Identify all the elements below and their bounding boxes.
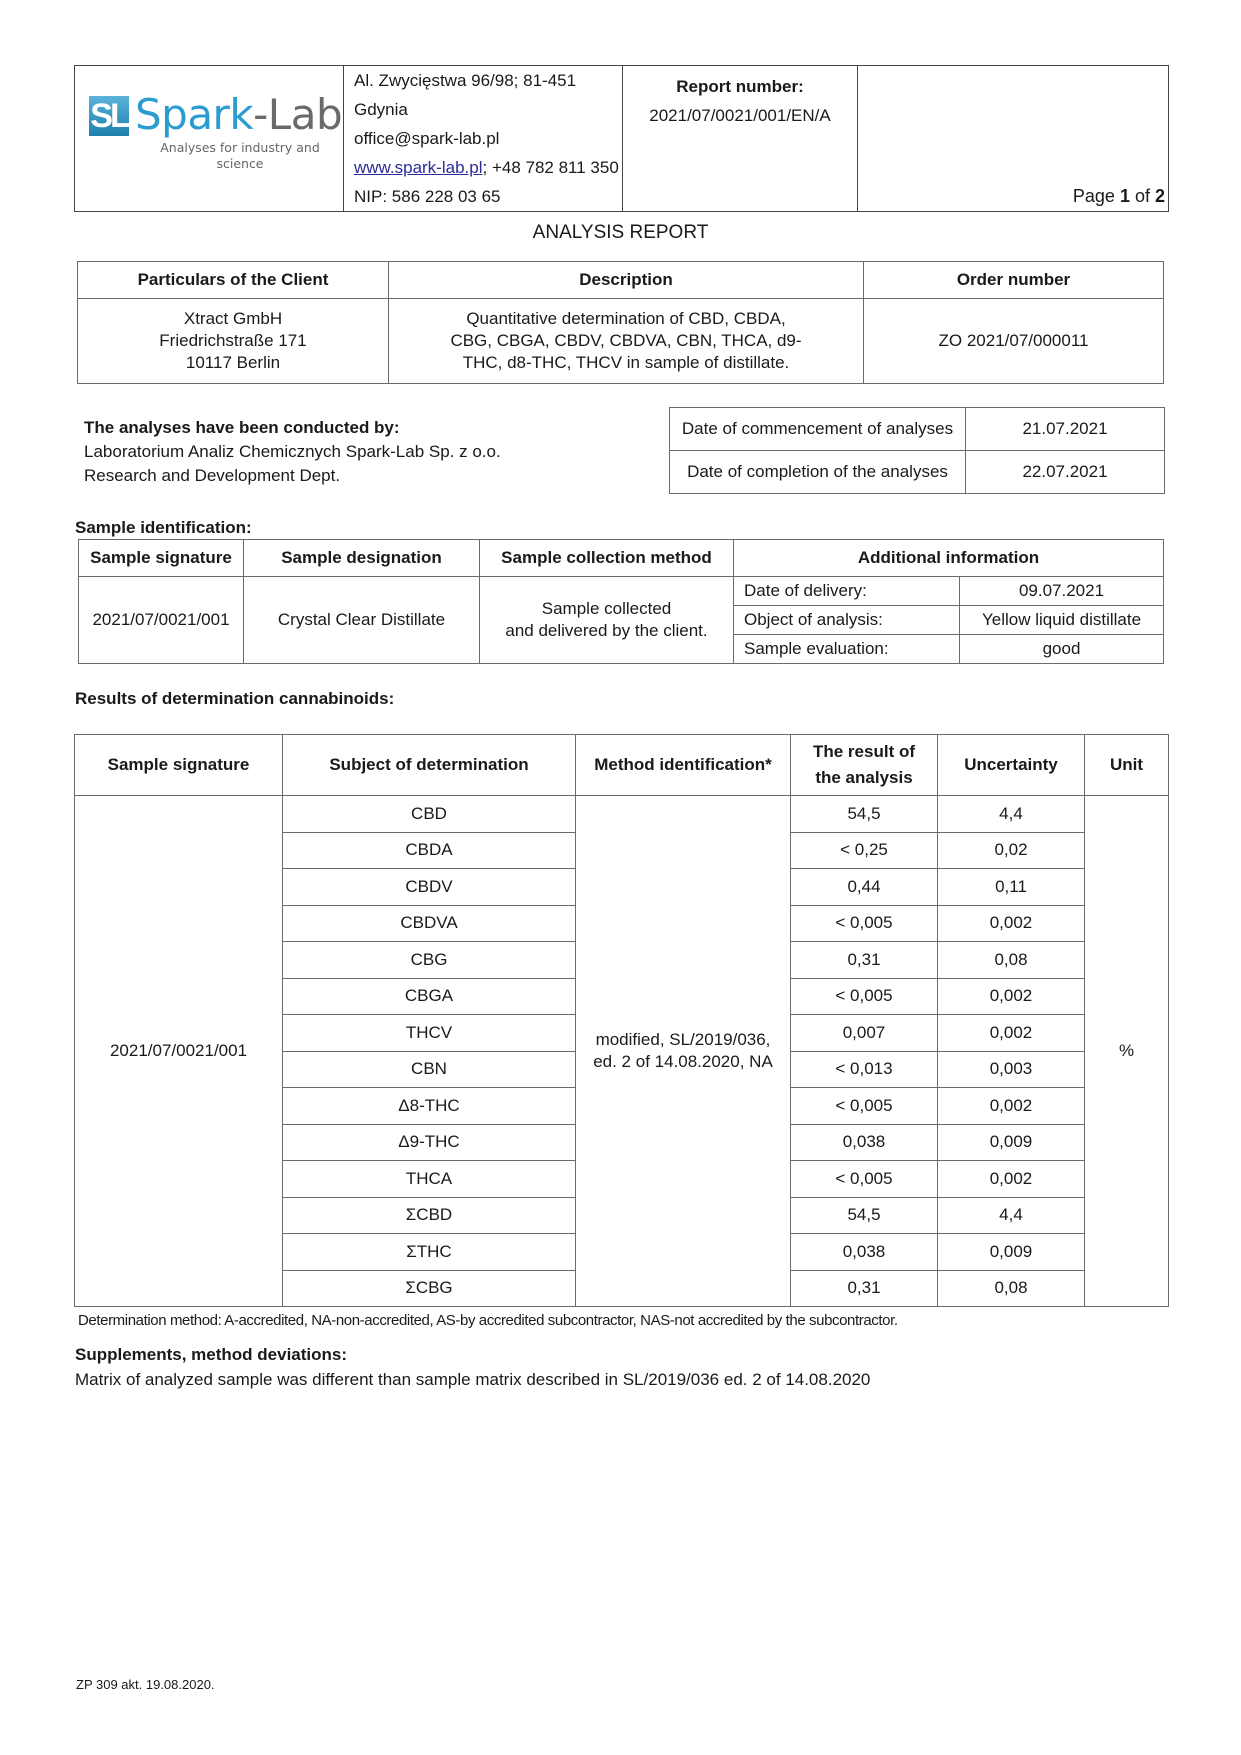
form-footer: ZP 309 akt. 19.08.2020. <box>76 1677 215 1692</box>
determination-footnote: Determination method: A-accredited, NA-non-accredited, AS-by accredited subcontractor, NAS-not accredited by the subcontractor. <box>78 1312 898 1329</box>
uncertainty-header: Uncertainty <box>938 735 1085 796</box>
website-link[interactable]: www.spark-lab.pl <box>354 158 483 177</box>
logo-name-suffix: -Lab <box>253 90 343 139</box>
unit: % <box>1085 796 1169 1307</box>
additional-label: Object of analysis: <box>734 606 960 635</box>
result-subject: THCV <box>283 1015 576 1052</box>
sample-signature: 2021/07/0021/001 <box>79 577 244 664</box>
description-line: THC, d8-THC, THCV in sample of distillate. <box>462 353 790 373</box>
uncertainty-value: 0,009 <box>938 1124 1085 1161</box>
result-value: 0,038 <box>791 1124 938 1161</box>
logo-mark-icon: SL <box>90 97 128 135</box>
result-subject: CBDVA <box>283 905 576 942</box>
result-subject: ΣCBG <box>283 1270 576 1307</box>
description <box>389 299 864 384</box>
client-city: 10117 Berlin <box>185 353 281 373</box>
result-value: 0,007 <box>791 1015 938 1052</box>
result-value: 0,038 <box>791 1234 938 1271</box>
result-header <box>791 735 938 796</box>
subject-header: Subject of determination <box>283 735 576 796</box>
date-row <box>670 451 1165 494</box>
uncertainty-value: 0,002 <box>938 978 1085 1015</box>
client-header: Particulars of the Client <box>78 262 389 299</box>
uncertainty-value: 0,02 <box>938 832 1085 869</box>
result-subject: CBGA <box>283 978 576 1015</box>
page-total: 2 <box>1154 186 1165 206</box>
sample-identification-table <box>78 539 1164 664</box>
result-header-line: the analysis <box>815 768 913 787</box>
result-subject: ΣCBD <box>283 1197 576 1234</box>
additional-label: Date of delivery: <box>734 577 960 606</box>
supplements-text: Matrix of analyzed sample was different than sample matrix described in SL/2019/036 ed. 2 of 14.08.2020 <box>75 1370 871 1389</box>
method-line: ed. 2 of 14.08.2020, NA <box>593 1052 773 1071</box>
client-particulars <box>78 299 389 384</box>
results-label: Results of determination cannabinoids: <box>75 689 395 708</box>
supplements-heading: Supplements, method deviations: <box>75 1345 348 1364</box>
result-value: < 0,005 <box>791 1161 938 1198</box>
result-value: 54,5 <box>791 1197 938 1234</box>
result-subject: CBN <box>283 1051 576 1088</box>
collection-line: and delivered by the client. <box>505 621 708 640</box>
date-label: Date of commencement of analyses <box>670 408 966 451</box>
result-row <box>75 796 1169 833</box>
uncertainty-value: 0,002 <box>938 1161 1085 1198</box>
sample-signature-header: Sample signature <box>79 540 244 577</box>
additional-info-header: Additional information <box>734 540 1164 577</box>
result-sample-signature: 2021/07/0021/001 <box>75 796 283 1307</box>
description-line: Quantitative determination of CBD, CBDA, <box>466 308 786 328</box>
logo-cell <box>75 66 344 212</box>
date-value: 22.07.2021 <box>966 451 1165 494</box>
uncertainty-value: 0,002 <box>938 1088 1085 1125</box>
conducted-dept: Research and Development Dept. <box>84 466 341 485</box>
email: office@spark-lab.pl <box>354 129 500 148</box>
nip: NIP: 586 228 03 65 <box>354 187 501 206</box>
additional-value: Yellow liquid distillate <box>960 606 1164 635</box>
uncertainty-value: 0,002 <box>938 1015 1085 1052</box>
uncertainty-value: 0,08 <box>938 942 1085 979</box>
results-table <box>74 734 1169 1307</box>
result-subject: Δ9-THC <box>283 1124 576 1161</box>
additional-value: good <box>960 635 1164 664</box>
collection-line: Sample collected <box>541 598 672 618</box>
sample-designation: Crystal Clear Distillate <box>244 577 480 664</box>
logo-name: Spark <box>135 90 254 139</box>
uncertainty-value: 0,002 <box>938 905 1085 942</box>
result-header-line: The result of <box>812 742 915 761</box>
result-subject: CBDA <box>283 832 576 869</box>
report-title: ANALYSIS REPORT <box>532 222 709 243</box>
client-street: Friedrichstraße 171 <box>159 330 307 350</box>
method-line: modified, SL/2019/036, <box>595 1029 771 1049</box>
result-subject: ΣTHC <box>283 1234 576 1271</box>
result-subject: CBG <box>283 942 576 979</box>
logo-tagline: Analyses for industry and science <box>160 140 320 172</box>
report-number: 2021/07/0021/001/EN/A <box>649 106 831 125</box>
order-number-header: Order number <box>864 262 1164 299</box>
result-value: 0,31 <box>791 942 938 979</box>
collection-method-header: Sample collection method <box>480 540 734 577</box>
result-value: < 0,005 <box>791 905 938 942</box>
uncertainty-value: 0,009 <box>938 1234 1085 1271</box>
method-header: Method identification* <box>576 735 791 796</box>
client-table <box>77 261 1164 384</box>
result-subject: Δ8-THC <box>283 1088 576 1125</box>
order-number: ZO 2021/07/000011 <box>864 299 1164 384</box>
page-indicator <box>1073 186 1165 207</box>
report-number-label: Report number: <box>676 77 804 96</box>
report-number-cell <box>623 66 858 212</box>
phone: ; +48 782 811 350 <box>482 158 619 177</box>
unit-header: Unit <box>1085 735 1169 796</box>
date-label: Date of completion of the analyses <box>670 451 966 494</box>
collection-method <box>480 577 734 664</box>
description-line: CBG, CBGA, CBDV, CBDVA, CBN, THCA, d9- <box>450 330 802 350</box>
contact-cell <box>344 66 623 212</box>
date-value: 21.07.2021 <box>966 408 1165 451</box>
result-subject: CBDV <box>283 869 576 906</box>
uncertainty-value: 0,11 <box>938 869 1085 906</box>
spark-lab-logo <box>75 66 343 211</box>
uncertainty-value: 4,4 <box>938 1197 1085 1234</box>
uncertainty-value: 4,4 <box>938 796 1085 833</box>
sample-identification-label: Sample identification: <box>75 518 252 537</box>
analysis-dates-table <box>669 407 1165 494</box>
page-current: 1 <box>1119 186 1130 206</box>
result-value: < 0,25 <box>791 832 938 869</box>
date-row <box>670 408 1165 451</box>
page-of: of <box>1129 186 1155 206</box>
conducted-heading: The analyses have been conducted by: <box>84 418 400 437</box>
additional-label: Sample evaluation: <box>734 635 960 664</box>
result-value: < 0,005 <box>791 1088 938 1125</box>
result-value: < 0,013 <box>791 1051 938 1088</box>
result-subject: THCA <box>283 1161 576 1198</box>
result-value: < 0,005 <box>791 978 938 1015</box>
result-value: 54,5 <box>791 796 938 833</box>
method-identification <box>576 796 791 1307</box>
conducted-by <box>84 416 501 488</box>
result-subject: CBD <box>283 796 576 833</box>
result-value: 0,31 <box>791 1270 938 1307</box>
uncertainty-value: 0,08 <box>938 1270 1085 1307</box>
sample-designation-header: Sample designation <box>244 540 480 577</box>
letterhead <box>74 65 1169 212</box>
description-header: Description <box>389 262 864 299</box>
address: Al. Zwycięstwa 96/98; 81-451 Gdynia <box>354 71 577 119</box>
additional-value: 09.07.2021 <box>960 577 1164 606</box>
conducted-lab: Laboratorium Analiz Chemicznych Spark-Lab Sp. z o.o. <box>84 442 501 461</box>
uncertainty-value: 0,003 <box>938 1051 1085 1088</box>
result-value: 0,44 <box>791 869 938 906</box>
sample-signature-header: Sample signature <box>75 735 283 796</box>
page-prefix: Page <box>1072 186 1120 206</box>
client-name: Xtract GmbH <box>183 308 283 328</box>
